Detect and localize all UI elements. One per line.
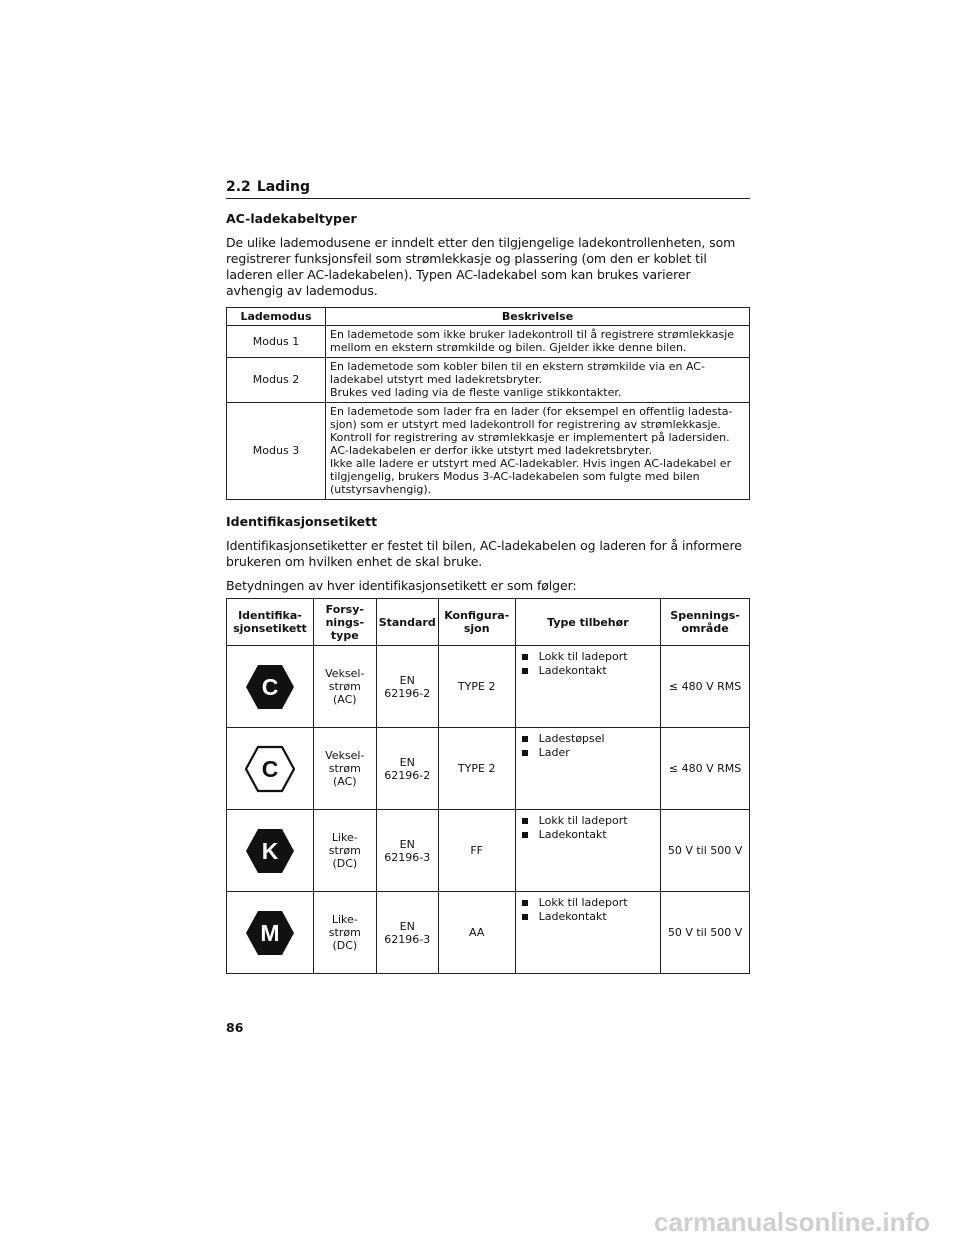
- standard: [376, 892, 438, 974]
- accessory-cell: [515, 892, 660, 974]
- mode-row: [227, 326, 750, 358]
- header-line: Identifika-: [238, 609, 302, 622]
- supply-type: [313, 728, 376, 810]
- supply-type: [313, 810, 376, 892]
- standard-line: EN: [399, 673, 415, 687]
- page-content: [226, 178, 750, 974]
- accessory-list: [522, 650, 656, 678]
- supply-type-line: Like-: [331, 831, 358, 844]
- accessory-list: [522, 814, 656, 842]
- mode-description-line: Brukes ved lading via de fleste vanlige stikkontakter.: [330, 386, 622, 399]
- mode-row: [227, 403, 750, 500]
- header-line: Type tilbehør: [547, 615, 629, 629]
- identification-heading: Identifikasjonsetikett: [226, 514, 378, 529]
- configuration: TYPE 2: [438, 646, 515, 728]
- header-line: sjon: [463, 622, 490, 635]
- square-bullet-icon: [522, 818, 528, 824]
- header-line: Konfigura-: [444, 609, 510, 622]
- configuration: FF: [438, 810, 515, 892]
- square-bullet-icon: [522, 900, 528, 906]
- standard: [376, 810, 438, 892]
- supply-type-line: Veksel-: [325, 667, 365, 680]
- accessory-text: Lokk til ladeport: [538, 650, 628, 663]
- modes-table-body: [227, 326, 750, 500]
- hexagon-label-m-icon: [245, 908, 295, 958]
- square-bullet-icon: [522, 736, 528, 742]
- mode-row: [227, 358, 750, 403]
- mode-name: Modus 1: [227, 326, 326, 358]
- voltage-range: 50 V til 500 V: [661, 892, 750, 974]
- label-icon-cell: [227, 810, 314, 892]
- standard-line: 62196-3: [384, 850, 431, 864]
- accessory-item: [522, 746, 656, 760]
- accessory-cell: [515, 810, 660, 892]
- section-number: 2.2: [226, 179, 251, 195]
- accessory-cell: [515, 728, 660, 810]
- ac-cable-types-intro: De ulike lademodusene er inndelt etter den tilgjengelige ladekontrollenheten, som registrerer funksjonsfeil som strømlekkasje og plassering (om den er koblet til laderen eller AC-ladekabelen). Typen AC-ladekabel som kan brukes varierer avhengig av lademodus.: [226, 235, 736, 298]
- identification-lead: Betydningen av hver identifikasjonsetikett er som følger:: [226, 578, 577, 593]
- mode-name: Modus 3: [227, 403, 326, 500]
- header-line: Forsy-: [325, 602, 364, 616]
- supply-type-line: strøm: [328, 680, 361, 693]
- header-accessory-type: [515, 599, 660, 646]
- square-bullet-icon: [522, 654, 528, 660]
- configuration: AA: [438, 892, 515, 974]
- accessory-cell: [515, 646, 660, 728]
- square-bullet-icon: [522, 914, 528, 920]
- section-name: Lading: [256, 179, 310, 195]
- accessory-item: [522, 896, 656, 910]
- label-icon-cell: [227, 892, 314, 974]
- configuration: TYPE 2: [438, 728, 515, 810]
- standard-line: EN: [399, 755, 415, 769]
- supply-type: [313, 892, 376, 974]
- supply-type-line: strøm: [328, 844, 361, 857]
- hexagon-label-c-icon: [245, 662, 295, 712]
- hexagon-label-c-icon: [245, 744, 295, 794]
- header-line: Spennings-: [670, 609, 740, 622]
- accessory-list: [522, 896, 656, 924]
- header-configuration: [438, 599, 515, 646]
- label-row: [227, 728, 750, 810]
- mode-description-line: En lademetode som kobler bilen til en ekstern strømkilde via en AC-ladekabel utstyrt med ladekretsbryter.: [330, 360, 705, 386]
- mode-description: [326, 403, 750, 500]
- modes-header-description: Beskrivelse: [326, 308, 750, 326]
- supply-type-line: strøm: [328, 762, 361, 775]
- header-line: type: [330, 628, 359, 642]
- header-line: område: [681, 622, 729, 635]
- supply-type-line: (AC): [333, 775, 357, 788]
- standard: [376, 728, 438, 810]
- hexagon-letter: C: [261, 673, 279, 700]
- header-line: Standard: [378, 615, 436, 629]
- label-icon-cell: [227, 728, 314, 810]
- page-number: 86: [226, 1020, 244, 1035]
- header-supply-type: [313, 599, 376, 646]
- square-bullet-icon: [522, 668, 528, 674]
- accessory-text: Lader: [538, 746, 570, 759]
- standard-line: 62196-2: [384, 768, 431, 782]
- standard-line: EN: [399, 837, 415, 851]
- ac-cable-types-heading: AC-ladekabeltyper: [226, 211, 357, 226]
- supply-type-line: (DC): [332, 939, 358, 952]
- standard-line: 62196-2: [384, 686, 431, 700]
- accessory-text: Ladekontakt: [538, 910, 607, 923]
- voltage-range: ≤ 480 V RMS: [661, 646, 750, 728]
- accessory-item: [522, 650, 656, 664]
- accessory-text: Ladekontakt: [538, 828, 607, 841]
- mode-description-line: En lademetode som lader fra en lader (for eksempel en offentlig ladesta-sjon) som er utstyrt med ladekontroll for registrering av strømlekkasje. Kontroll for registrering av strømlekkasje er implementert på ladersiden.: [330, 405, 733, 444]
- mode-description: [326, 326, 750, 358]
- charging-modes-table: [226, 307, 750, 500]
- square-bullet-icon: [522, 832, 528, 838]
- modes-header-mode: Lademodus: [227, 308, 326, 326]
- supply-type-line: Veksel-: [325, 749, 365, 762]
- label-row: [227, 892, 750, 974]
- accessory-text: Ladestøpsel: [538, 732, 605, 745]
- header-line: nings-: [325, 615, 365, 629]
- standard: [376, 646, 438, 728]
- identification-labels-table: [226, 598, 750, 974]
- square-bullet-icon: [522, 750, 528, 756]
- supply-type-line: (DC): [332, 857, 358, 870]
- section-title: [226, 178, 750, 199]
- mode-description-line: AC-ladekabelen er derfor ikke utstyrt med ladekretsbryter.: [330, 444, 653, 457]
- accessory-item: [522, 732, 656, 746]
- label-icon-cell: [227, 646, 314, 728]
- supply-type-line: (AC): [333, 693, 357, 706]
- label-row: [227, 646, 750, 728]
- accessory-item: [522, 664, 656, 678]
- hexagon-letter: C: [261, 755, 279, 782]
- accessory-text: Lokk til ladeport: [538, 896, 628, 909]
- labels-header-row: [227, 599, 750, 646]
- header-standard: [376, 599, 438, 646]
- hexagon-label-k-icon: [245, 826, 295, 876]
- labels-table-body: [227, 646, 750, 974]
- mode-description-line: Ikke alle ladere er utstyrt med AC-ladekabler. Hvis ingen AC-ladekabel er tilgjengelig, brukers Modus 3-AC-ladekabelen som fulgte med bilen (utstyrsavhengig).: [330, 457, 732, 496]
- voltage-range: 50 V til 500 V: [661, 810, 750, 892]
- header-line: sjonsetikett: [233, 622, 307, 635]
- accessory-text: Ladekontakt: [538, 664, 607, 677]
- supply-type-line: Like-: [331, 913, 358, 926]
- accessory-text: Lokk til ladeport: [538, 814, 628, 827]
- voltage-range: ≤ 480 V RMS: [661, 728, 750, 810]
- header-identification-label: [227, 599, 314, 646]
- identification-intro: Identifikasjonsetiketter er festet til bilen, AC-ladekabelen og laderen for å informere brukeren om hvilken enhet de skal bruke.: [226, 538, 742, 569]
- hexagon-letter: K: [261, 837, 279, 864]
- watermark: carmanualsonline.info: [654, 1207, 930, 1237]
- header-voltage-range: [661, 599, 750, 646]
- accessory-item: [522, 814, 656, 828]
- mode-description-line: En lademetode som ikke bruker ladekontroll til å registrere strømlekkasje mellom en ekstern strømkilde og bilen. Gjelder ikke denne bilen.: [330, 328, 735, 354]
- label-row: [227, 810, 750, 892]
- accessory-item: [522, 910, 656, 924]
- mode-description: [326, 358, 750, 403]
- supply-type: [313, 646, 376, 728]
- standard-line: 62196-3: [384, 932, 431, 946]
- accessory-list: [522, 732, 656, 760]
- modes-header-row: [227, 308, 750, 326]
- mode-name: Modus 2: [227, 358, 326, 403]
- accessory-item: [522, 828, 656, 842]
- standard-line: EN: [399, 919, 415, 933]
- supply-type-line: strøm: [328, 926, 361, 939]
- hexagon-letter: M: [260, 919, 280, 946]
